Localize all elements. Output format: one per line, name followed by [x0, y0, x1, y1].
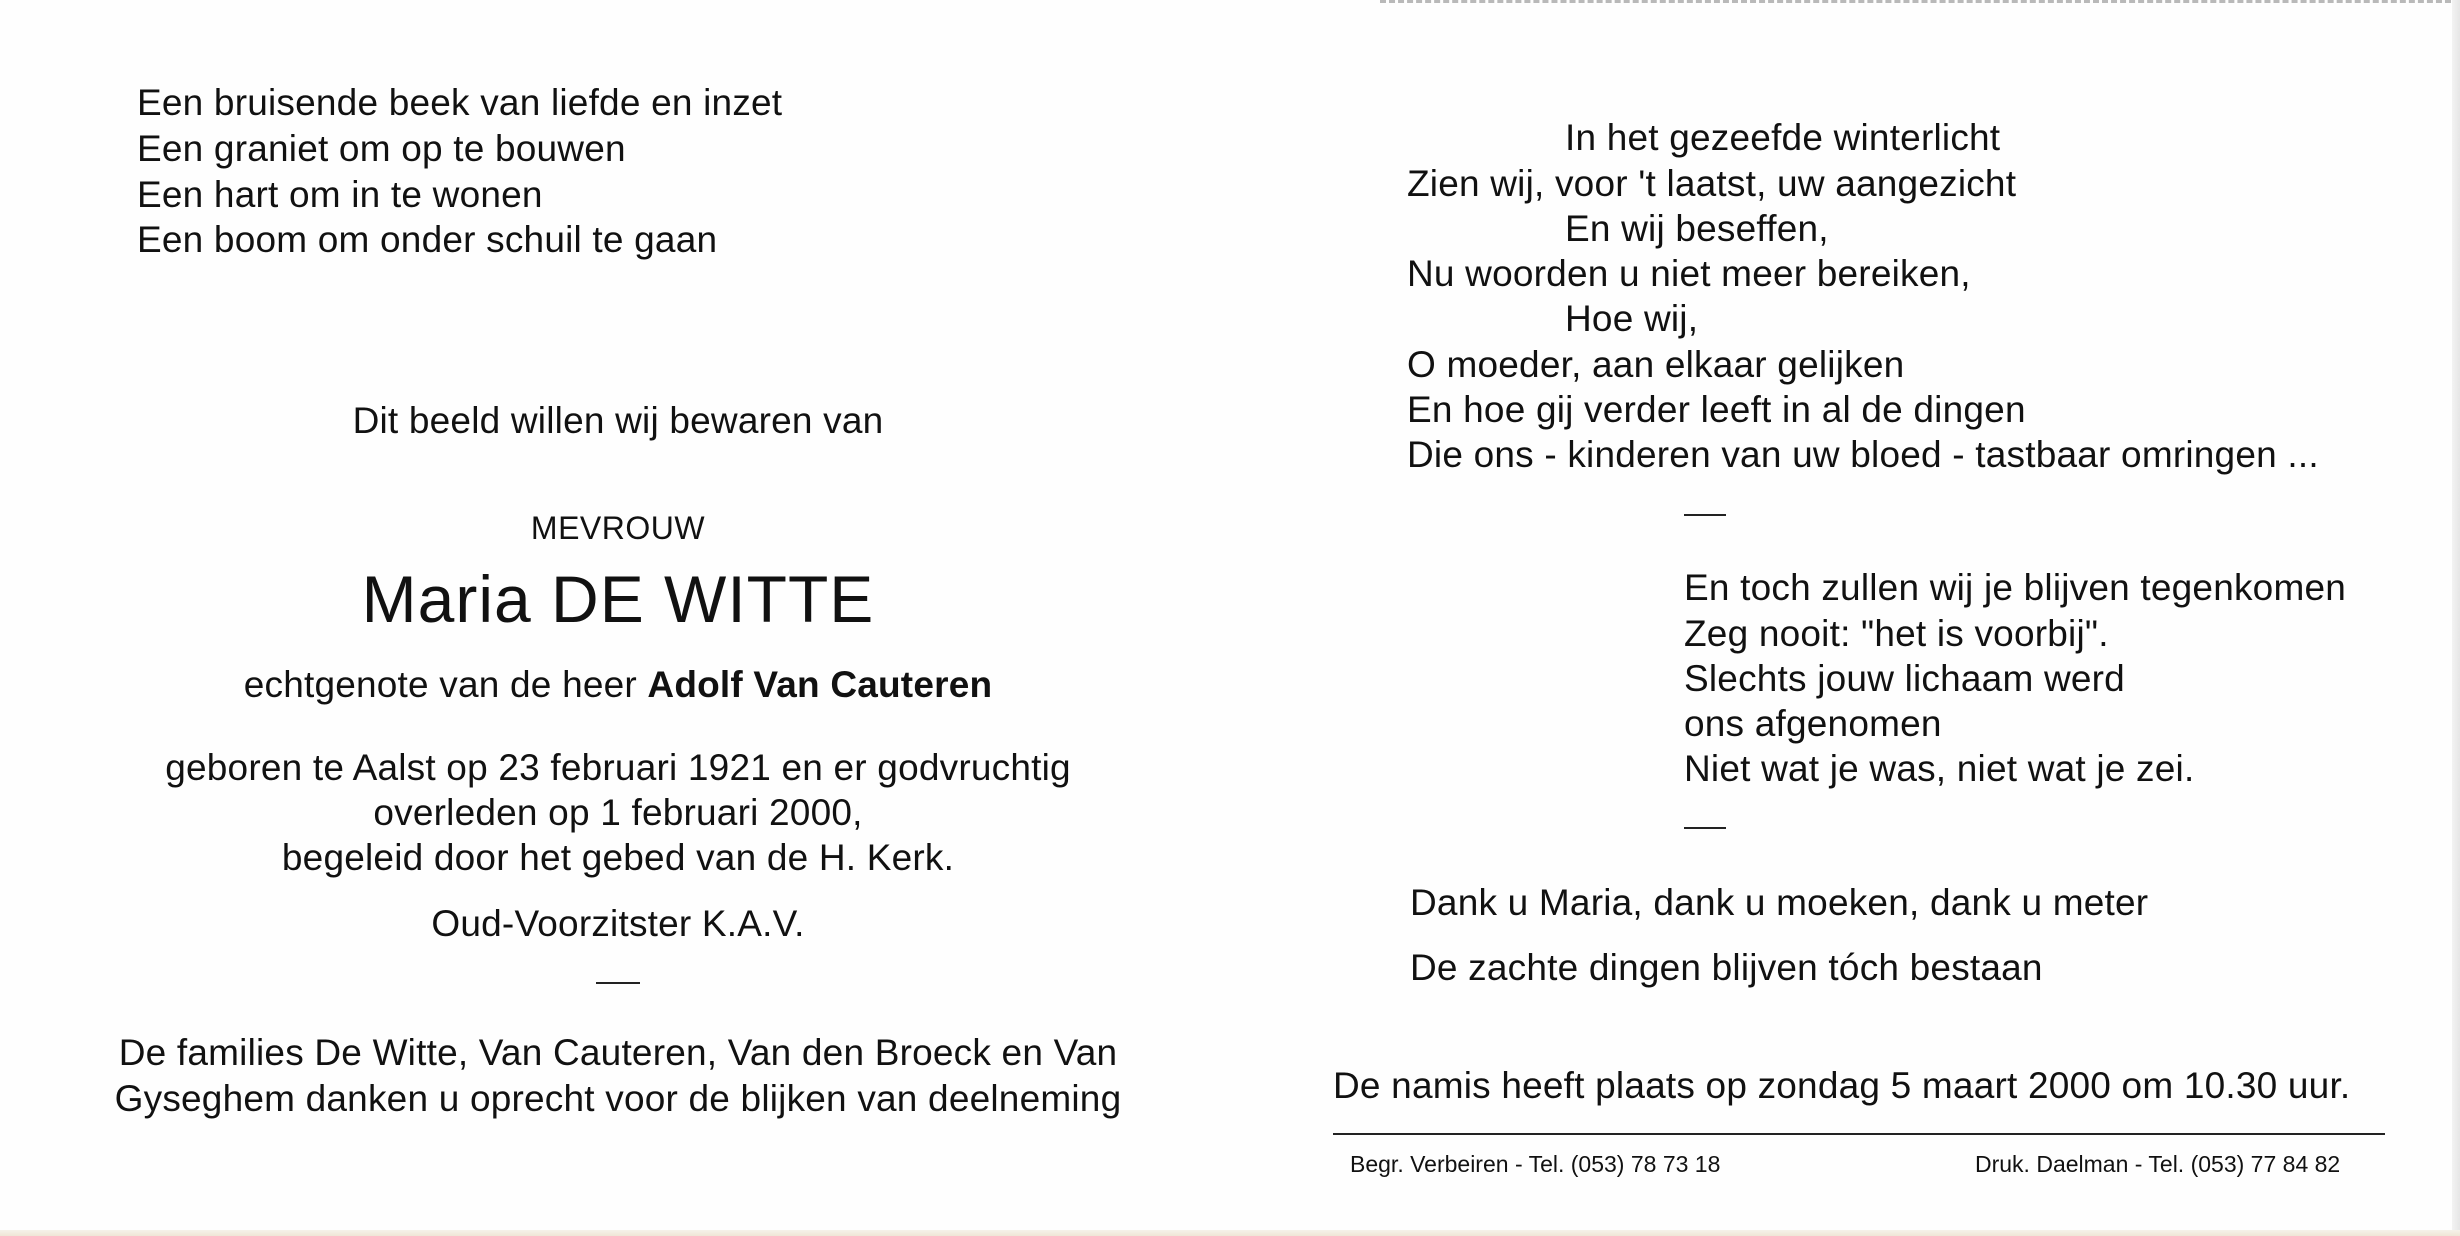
right-poem2-line: En toch zullen wij je blijven tegenkomen	[1684, 567, 2347, 608]
death-line: overleden op 1 februari 2000,	[373, 792, 863, 833]
thanks-line: De zachte dingen blijven tóch bestaan	[1410, 947, 2043, 988]
footer-rule	[1333, 1133, 2385, 1135]
right-separator-2	[1684, 827, 1726, 829]
left-poem-line: Een graniet om op te bouwen	[137, 128, 626, 169]
deceased-name: Maria DE WITTE	[361, 562, 875, 636]
left-poem-line: Een bruisende beek van liefde en inzet	[137, 82, 783, 123]
right-poem-line: Nu woorden u niet meer bereiken,	[1407, 253, 1971, 294]
right-poem2-line: Slechts jouw lichaam werd	[1684, 658, 2125, 699]
thanks-line: Dank u Maria, dank u moeken, dank u meter	[1410, 882, 2149, 923]
right-poem2-line: Zeg nooit: "het is voorbij".	[1684, 613, 2109, 654]
title-mevrouw: MEVROUW	[530, 510, 706, 546]
spouse-line	[244, 662, 993, 708]
right-separator-1	[1684, 514, 1726, 516]
left-separator	[596, 982, 640, 984]
church-line: begeleid door het gebed van de H. Kerk.	[281, 837, 955, 878]
bottom-edge	[0, 1230, 2460, 1236]
right-poem-line: Hoe wij,	[1565, 298, 1699, 339]
families-line: Gyseghem danken u oprecht voor de blijken van deelneming	[114, 1078, 1122, 1119]
right-poem-line: In het gezeefde winterlicht	[1565, 117, 2001, 158]
right-poem2-line: ons afgenomen	[1684, 703, 1942, 744]
right-poem-line: Die ons - kinderen van uw bloed - tastbaar omringen ...	[1407, 434, 2319, 475]
function-line: Oud-Voorzitster K.A.V.	[431, 903, 805, 944]
right-edge-shadow	[2452, 0, 2460, 1236]
undertaker-info: Begr. Verbeiren - Tel. (053) 78 73 18	[1350, 1151, 1721, 1177]
right-poem-line: En wij beseffen,	[1565, 208, 1829, 249]
right-poem-line: O moeder, aan elkaar gelijken	[1407, 344, 1905, 385]
intro-text: Dit beeld willen wij bewaren van	[352, 400, 884, 441]
spouse-prefix: echtgenote van de heer	[243, 664, 637, 705]
families-line: De families De Witte, Van Cauteren, Van den Broeck en Van	[118, 1032, 1118, 1073]
top-perforation	[1380, 0, 2460, 9]
right-poem2-line: Niet wat je was, niet wat je zei.	[1684, 748, 2195, 789]
right-poem-line: En hoe gij verder leeft in al de dingen	[1407, 389, 2026, 430]
mass-announcement: De namis heeft plaats op zondag 5 maart 2000 om 10.30 uur.	[1333, 1065, 2351, 1106]
left-poem-line: Een hart om in te wonen	[137, 174, 543, 215]
spouse-name: Adolf Van Cauteren	[647, 664, 993, 705]
birth-line: geboren te Aalst op 23 februari 1921 en er godvruchtig	[165, 747, 1071, 788]
left-poem-line: Een boom om onder schuil te gaan	[137, 219, 718, 260]
right-poem-line: Zien wij, voor 't laatst, uw aangezicht	[1407, 163, 2017, 204]
printer-info: Druk. Daelman - Tel. (053) 77 84 82	[1975, 1151, 2341, 1177]
